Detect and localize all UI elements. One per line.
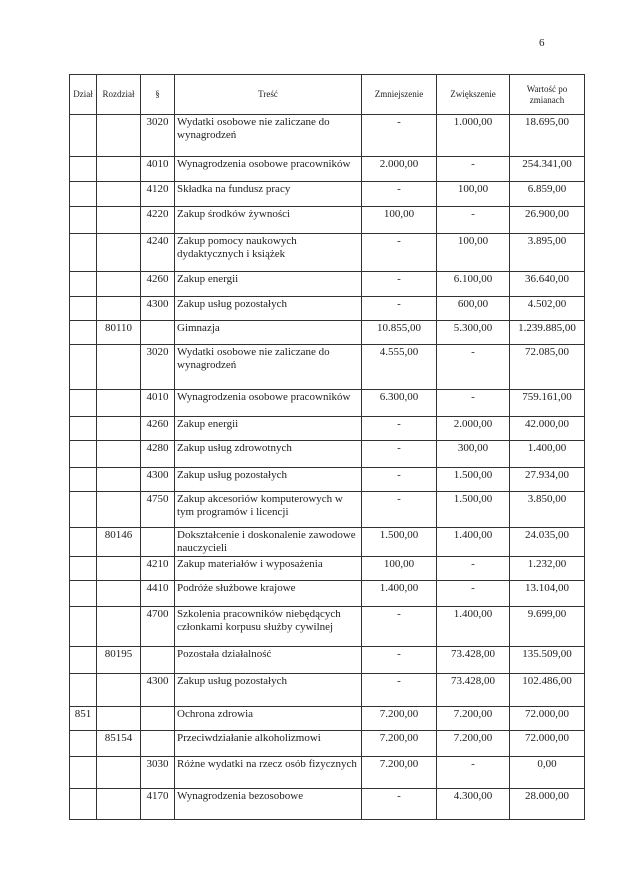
cell-zwiekszenie: - <box>437 345 510 390</box>
cell-tresc: Zakup usług pozostałych <box>175 674 362 707</box>
cell-tresc: Gimnazja <box>175 321 362 345</box>
cell-dzial <box>70 581 97 607</box>
cell-zmniejszenie: - <box>362 789 437 820</box>
cell-zmniejszenie: 6.300,00 <box>362 390 437 417</box>
table-row <box>70 182 585 207</box>
cell-tresc: Zakup energii <box>175 417 362 441</box>
cell-zmniejszenie: - <box>362 115 437 157</box>
cell-rozdzial <box>97 492 141 528</box>
cell-paragraf: 4280 <box>141 441 175 468</box>
cell-zmniejszenie: 100,00 <box>362 207 437 234</box>
cell-paragraf: 4260 <box>141 272 175 297</box>
cell-zmniejszenie: 4.555,00 <box>362 345 437 390</box>
cell-wartosc: 36.640,00 <box>510 272 585 297</box>
cell-paragraf: 4240 <box>141 234 175 272</box>
cell-dzial <box>70 297 97 321</box>
cell-dzial <box>70 321 97 345</box>
cell-rozdzial <box>97 207 141 234</box>
cell-rozdzial <box>97 345 141 390</box>
cell-rozdzial <box>97 707 141 731</box>
cell-tresc: Zakup usług zdrowotnych <box>175 441 362 468</box>
cell-rozdzial <box>97 581 141 607</box>
cell-rozdzial: 80146 <box>97 528 141 557</box>
cell-tresc: Zakup akcesoriów komputerowych w tym programów i licencji <box>175 492 362 528</box>
table-row <box>70 557 585 581</box>
table-row <box>70 441 585 468</box>
table-row <box>70 731 585 757</box>
cell-zwiekszenie: - <box>437 757 510 789</box>
cell-dzial <box>70 272 97 297</box>
cell-paragraf: 4700 <box>141 607 175 647</box>
table-row <box>70 345 585 390</box>
cell-rozdzial <box>97 272 141 297</box>
table-row <box>70 528 585 557</box>
cell-dzial <box>70 234 97 272</box>
header-tresc: Treść <box>175 75 362 115</box>
cell-zmniejszenie: - <box>362 182 437 207</box>
table-body <box>70 115 585 820</box>
cell-rozdzial <box>97 182 141 207</box>
cell-dzial <box>70 182 97 207</box>
table-row <box>70 789 585 820</box>
cell-zmniejszenie: 7.200,00 <box>362 757 437 789</box>
cell-tresc: Szkolenia pracowników niebędących członkami korpusu służby cywilnej <box>175 607 362 647</box>
cell-wartosc: 759.161,00 <box>510 390 585 417</box>
cell-tresc: Wydatki osobowe nie zaliczane do wynagrodzeń <box>175 115 362 157</box>
cell-wartosc: 72.085,00 <box>510 345 585 390</box>
cell-wartosc: 9.699,00 <box>510 607 585 647</box>
table-row <box>70 468 585 492</box>
cell-wartosc: 72.000,00 <box>510 707 585 731</box>
table-row <box>70 297 585 321</box>
cell-zwiekszenie: - <box>437 207 510 234</box>
cell-zmniejszenie: 2.000,00 <box>362 157 437 182</box>
cell-paragraf <box>141 528 175 557</box>
cell-paragraf: 4300 <box>141 468 175 492</box>
cell-paragraf: 4010 <box>141 157 175 182</box>
cell-zmniejszenie: - <box>362 297 437 321</box>
cell-tresc: Zakup środków żywności <box>175 207 362 234</box>
cell-zwiekszenie: 6.100,00 <box>437 272 510 297</box>
cell-zwiekszenie: - <box>437 557 510 581</box>
cell-wartosc: 3.895,00 <box>510 234 585 272</box>
cell-zwiekszenie: 300,00 <box>437 441 510 468</box>
cell-rozdzial <box>97 390 141 417</box>
cell-tresc: Wynagrodzenia osobowe pracowników <box>175 157 362 182</box>
cell-wartosc: 1.232,00 <box>510 557 585 581</box>
cell-dzial <box>70 647 97 674</box>
cell-rozdzial <box>97 789 141 820</box>
table-row <box>70 234 585 272</box>
cell-dzial <box>70 492 97 528</box>
cell-rozdzial <box>97 557 141 581</box>
cell-zwiekszenie: 4.300,00 <box>437 789 510 820</box>
cell-tresc: Dokształcenie i doskonalenie zawodowe nauczycieli <box>175 528 362 557</box>
page-number: 6 <box>539 37 545 49</box>
cell-dzial <box>70 390 97 417</box>
cell-paragraf: 4220 <box>141 207 175 234</box>
cell-zwiekszenie: 1.400,00 <box>437 528 510 557</box>
cell-rozdzial: 85154 <box>97 731 141 757</box>
cell-zwiekszenie: 100,00 <box>437 234 510 272</box>
cell-paragraf: 4010 <box>141 390 175 417</box>
cell-dzial <box>70 345 97 390</box>
cell-rozdzial: 80195 <box>97 647 141 674</box>
cell-zwiekszenie: 1.500,00 <box>437 492 510 528</box>
cell-zwiekszenie: - <box>437 157 510 182</box>
table-row <box>70 647 585 674</box>
cell-rozdzial <box>97 115 141 157</box>
cell-tresc: Zakup usług pozostałych <box>175 297 362 321</box>
cell-wartosc: 26.900,00 <box>510 207 585 234</box>
table-row <box>70 321 585 345</box>
cell-rozdzial <box>97 607 141 647</box>
table-row <box>70 674 585 707</box>
cell-zmniejszenie: - <box>362 607 437 647</box>
cell-dzial <box>70 557 97 581</box>
cell-zmniejszenie: - <box>362 417 437 441</box>
header-zwiekszenie: Zwiększenie <box>437 75 510 115</box>
table-row <box>70 390 585 417</box>
cell-zmniejszenie: 7.200,00 <box>362 731 437 757</box>
cell-paragraf <box>141 647 175 674</box>
budget-change-table <box>69 74 585 820</box>
cell-dzial <box>70 731 97 757</box>
cell-zwiekszenie: 5.300,00 <box>437 321 510 345</box>
table-row <box>70 757 585 789</box>
header-zmniejszenie: Zmniejszenie <box>362 75 437 115</box>
cell-wartosc: 0,00 <box>510 757 585 789</box>
cell-rozdzial <box>97 468 141 492</box>
cell-paragraf: 4260 <box>141 417 175 441</box>
cell-zmniejszenie: - <box>362 441 437 468</box>
table-row <box>70 607 585 647</box>
cell-zwiekszenie: 1.500,00 <box>437 468 510 492</box>
cell-dzial <box>70 607 97 647</box>
cell-wartosc: 1.239.885,00 <box>510 321 585 345</box>
cell-wartosc: 18.695,00 <box>510 115 585 157</box>
cell-tresc: Ochrona zdrowia <box>175 707 362 731</box>
cell-tresc: Zakup energii <box>175 272 362 297</box>
header-dzial: Dział <box>70 75 97 115</box>
cell-zmniejszenie: - <box>362 492 437 528</box>
cell-dzial <box>70 674 97 707</box>
cell-zmniejszenie: - <box>362 234 437 272</box>
cell-wartosc: 24.035,00 <box>510 528 585 557</box>
cell-dzial <box>70 441 97 468</box>
cell-tresc: Różne wydatki na rzecz osób fizycznych <box>175 757 362 789</box>
cell-wartosc: 3.850,00 <box>510 492 585 528</box>
cell-paragraf: 3020 <box>141 345 175 390</box>
cell-rozdzial <box>97 297 141 321</box>
cell-tresc: Pozostała działalność <box>175 647 362 674</box>
cell-zmniejszenie: 1.500,00 <box>362 528 437 557</box>
cell-paragraf: 4300 <box>141 674 175 707</box>
table-row <box>70 272 585 297</box>
cell-tresc: Składka na fundusz pracy <box>175 182 362 207</box>
table-row <box>70 207 585 234</box>
table-row <box>70 417 585 441</box>
cell-wartosc: 28.000,00 <box>510 789 585 820</box>
cell-tresc: Wynagrodzenia bezosobowe <box>175 789 362 820</box>
cell-wartosc: 135.509,00 <box>510 647 585 674</box>
cell-tresc: Zakup pomocy naukowych dydaktycznych i książek <box>175 234 362 272</box>
cell-dzial <box>70 157 97 182</box>
cell-zwiekszenie: 73.428,00 <box>437 674 510 707</box>
cell-zmniejszenie: - <box>362 674 437 707</box>
cell-wartosc: 42.000,00 <box>510 417 585 441</box>
cell-dzial <box>70 757 97 789</box>
cell-zwiekszenie: - <box>437 581 510 607</box>
cell-wartosc: 72.000,00 <box>510 731 585 757</box>
table-row <box>70 492 585 528</box>
table-row <box>70 115 585 157</box>
cell-rozdzial <box>97 417 141 441</box>
cell-paragraf: 3030 <box>141 757 175 789</box>
cell-zwiekszenie: 2.000,00 <box>437 417 510 441</box>
cell-wartosc: 254.341,00 <box>510 157 585 182</box>
cell-zmniejszenie: 100,00 <box>362 557 437 581</box>
cell-paragraf: 4410 <box>141 581 175 607</box>
cell-dzial <box>70 468 97 492</box>
cell-zwiekszenie: 7.200,00 <box>437 707 510 731</box>
cell-tresc: Zakup materiałów i wyposażenia <box>175 557 362 581</box>
cell-dzial: 851 <box>70 707 97 731</box>
cell-tresc: Podróże służbowe krajowe <box>175 581 362 607</box>
cell-tresc: Wydatki osobowe nie zaliczane do wynagrodzeń <box>175 345 362 390</box>
cell-zmniejszenie: - <box>362 468 437 492</box>
cell-zwiekszenie: 600,00 <box>437 297 510 321</box>
cell-paragraf: 4170 <box>141 789 175 820</box>
table-row <box>70 707 585 731</box>
cell-dzial <box>70 207 97 234</box>
cell-dzial <box>70 789 97 820</box>
cell-paragraf <box>141 321 175 345</box>
cell-rozdzial: 80110 <box>97 321 141 345</box>
cell-zwiekszenie: 73.428,00 <box>437 647 510 674</box>
cell-wartosc: 6.859,00 <box>510 182 585 207</box>
cell-zmniejszenie: - <box>362 272 437 297</box>
cell-rozdzial <box>97 157 141 182</box>
cell-tresc: Wynagrodzenia osobowe pracowników <box>175 390 362 417</box>
cell-zwiekszenie: 100,00 <box>437 182 510 207</box>
cell-zmniejszenie: - <box>362 647 437 674</box>
header-paragraf: § <box>141 75 175 115</box>
cell-paragraf: 4210 <box>141 557 175 581</box>
cell-paragraf: 3020 <box>141 115 175 157</box>
cell-wartosc: 27.934,00 <box>510 468 585 492</box>
cell-zwiekszenie: 1.000,00 <box>437 115 510 157</box>
table-row <box>70 157 585 182</box>
cell-zmniejszenie: 10.855,00 <box>362 321 437 345</box>
cell-rozdzial <box>97 234 141 272</box>
cell-wartosc: 4.502,00 <box>510 297 585 321</box>
cell-paragraf: 4120 <box>141 182 175 207</box>
cell-tresc: Zakup usług pozostałych <box>175 468 362 492</box>
table-header-row <box>70 75 585 115</box>
cell-rozdzial <box>97 757 141 789</box>
cell-zwiekszenie: 7.200,00 <box>437 731 510 757</box>
cell-paragraf <box>141 731 175 757</box>
cell-wartosc: 13.104,00 <box>510 581 585 607</box>
cell-rozdzial <box>97 441 141 468</box>
cell-paragraf: 4750 <box>141 492 175 528</box>
cell-zmniejszenie: 7.200,00 <box>362 707 437 731</box>
cell-zmniejszenie: 1.400,00 <box>362 581 437 607</box>
header-rozdzial: Rozdział <box>97 75 141 115</box>
header-wartosc: Wartość po zmianach <box>510 75 585 115</box>
cell-paragraf: 4300 <box>141 297 175 321</box>
cell-wartosc: 102.486,00 <box>510 674 585 707</box>
cell-paragraf <box>141 707 175 731</box>
table-row <box>70 581 585 607</box>
cell-dzial <box>70 528 97 557</box>
cell-wartosc: 1.400,00 <box>510 441 585 468</box>
cell-dzial <box>70 417 97 441</box>
cell-dzial <box>70 115 97 157</box>
cell-zwiekszenie: - <box>437 390 510 417</box>
cell-zwiekszenie: 1.400,00 <box>437 607 510 647</box>
cell-tresc: Przeciwdziałanie alkoholizmowi <box>175 731 362 757</box>
cell-rozdzial <box>97 674 141 707</box>
